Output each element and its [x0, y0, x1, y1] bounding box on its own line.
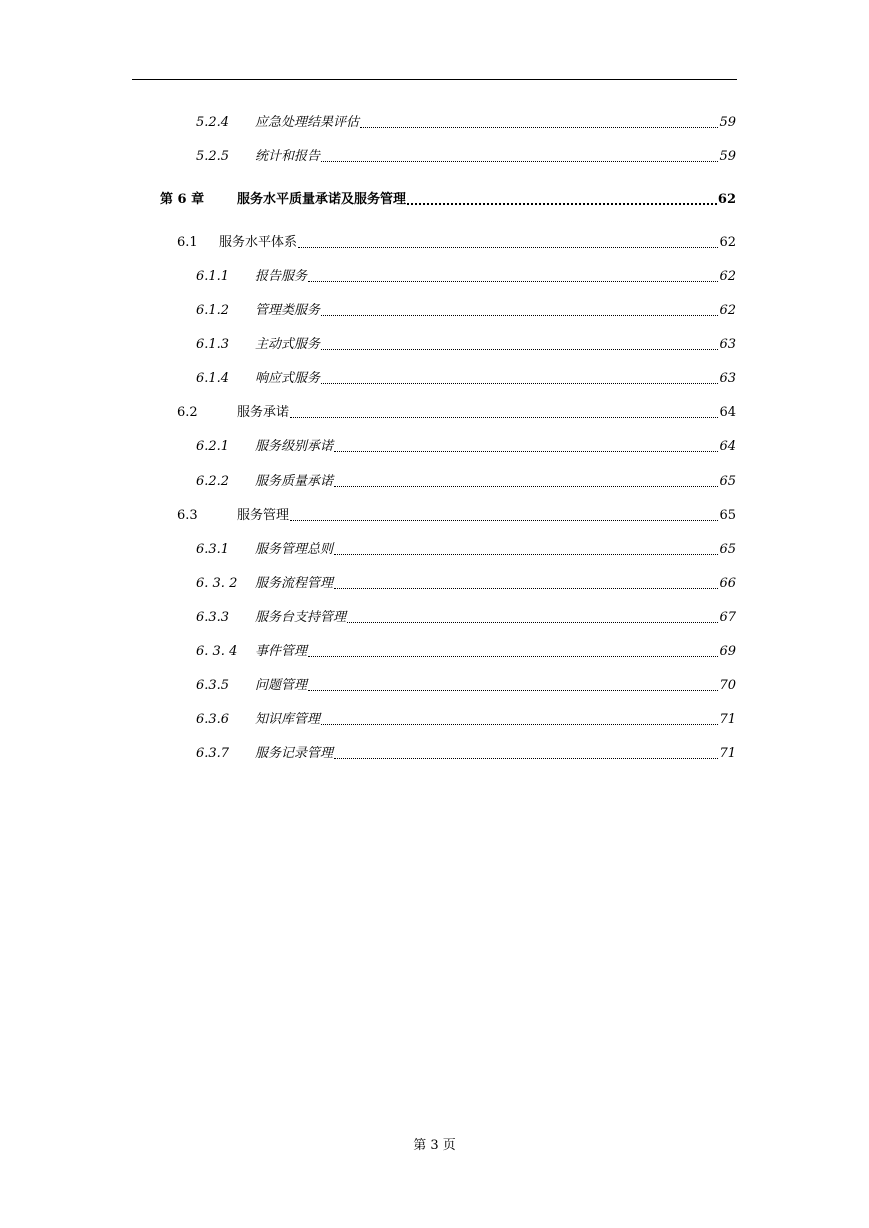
toc-entry-page: 71: [719, 746, 736, 761]
toc-leader-dots: [290, 408, 718, 418]
toc-entry[interactable]: [196, 542, 736, 558]
toc-leader-dots: [407, 195, 717, 205]
toc-entry-title: 事件管理: [255, 644, 308, 659]
toc-entry-section[interactable]: [177, 508, 736, 524]
toc-entry-title: 服务台支持管理: [255, 610, 347, 625]
toc-entry-title: 服务承诺: [237, 405, 290, 420]
toc-entry-number: 6.3.5: [196, 678, 230, 693]
toc-entry[interactable]: [196, 439, 736, 455]
toc-leader-dots: [321, 340, 718, 350]
toc-leader-dots: [321, 152, 718, 162]
toc-leader-dots: [334, 477, 718, 487]
toc-entry-title: 报告服务: [255, 269, 308, 284]
toc-entry-page: 69: [719, 644, 736, 659]
toc-leader-dots: [321, 306, 718, 316]
toc-entry-number: 6.3.6: [196, 712, 230, 727]
toc-entry-title: 管理类服务: [255, 303, 321, 318]
toc-entry[interactable]: [196, 115, 736, 131]
toc-entry[interactable]: [196, 712, 736, 728]
toc-entry-page: 64: [719, 439, 736, 454]
toc-entry-number: 6.3.1: [196, 542, 230, 557]
toc-entry-number: 6.2: [177, 405, 198, 420]
toc-entry-page: 65: [719, 508, 736, 523]
toc-entry-title: 服务管理总则: [255, 542, 334, 557]
toc-entry-number: 6.3.3: [196, 610, 230, 625]
toc-entry-number: 6.3: [177, 508, 198, 523]
toc-entry[interactable]: [196, 576, 736, 592]
toc-leader-dots: [308, 681, 718, 691]
header-rule: [132, 79, 737, 80]
page-number-footer: 第 3 页: [413, 1138, 456, 1153]
toc-entry-number: 第 6 章: [160, 192, 205, 207]
toc-entry-number: 6.1.1: [196, 269, 230, 284]
toc-entry[interactable]: [196, 474, 736, 490]
toc-entry-page: 62: [717, 192, 736, 207]
toc-entry-number: 6.1: [177, 235, 198, 250]
toc-leader-dots: [334, 545, 718, 555]
toc-entry-page: 59: [719, 149, 736, 164]
toc-leader-dots: [334, 579, 718, 589]
toc-entry-number: 6.1.4: [196, 371, 230, 386]
toc-entry-number: 6.1.3: [196, 337, 230, 352]
toc-entry-page: 59: [719, 115, 736, 130]
toc-entry-page: 70: [719, 678, 736, 693]
toc-entry-page: 62: [719, 303, 736, 318]
toc-entry[interactable]: [196, 610, 736, 626]
toc-entry-page: 64: [719, 405, 736, 420]
toc-entry-number: 6.2.1: [196, 439, 230, 454]
toc-entry-number: 6. 3. 2: [196, 576, 238, 591]
toc-leader-dots: [347, 613, 718, 623]
toc-entry-number: 6. 3. 4: [196, 644, 238, 659]
toc-entry-page: 65: [719, 474, 736, 489]
toc-entry[interactable]: [196, 303, 736, 319]
toc-leader-dots: [321, 715, 718, 725]
toc-leader-dots: [308, 272, 718, 282]
toc-entry-title: 服务水平体系: [219, 235, 298, 250]
toc-entry-number: 6.2.2: [196, 474, 230, 489]
toc-leader-dots: [360, 118, 718, 128]
toc-entry-number: 5.2.4: [196, 115, 230, 130]
toc-entry-title: 应急处理结果评估: [255, 115, 360, 130]
toc-entry-title: 服务质量承诺: [255, 474, 334, 489]
toc-entry[interactable]: [196, 644, 736, 660]
toc-entry-title: 服务管理: [237, 508, 290, 523]
toc-entry-page: 65: [719, 542, 736, 557]
toc-entry-chapter[interactable]: [160, 192, 736, 208]
toc-entry[interactable]: [196, 678, 736, 694]
toc-entry[interactable]: [196, 337, 736, 353]
toc-entry-page: 71: [719, 712, 736, 727]
toc-entry-title: 问题管理: [255, 678, 308, 693]
toc-entry-title: 服务水平质量承诺及服务管理: [237, 192, 407, 207]
toc-entry-title: 服务记录管理: [255, 746, 334, 761]
toc-leader-dots: [334, 749, 718, 759]
toc-entry-title: 服务流程管理: [255, 576, 334, 591]
toc-entry-page: 62: [719, 269, 736, 284]
toc-entry-number: 5.2.5: [196, 149, 230, 164]
toc-entry[interactable]: [196, 269, 736, 285]
toc-leader-dots: [321, 374, 718, 384]
toc-entry-section[interactable]: [177, 235, 736, 251]
toc-entry-title: 知识库管理: [255, 712, 321, 727]
toc-entry-title: 响应式服务: [255, 371, 321, 386]
toc-leader-dots: [308, 647, 718, 657]
toc-entry-page: 63: [719, 337, 736, 352]
toc-leader-dots: [290, 511, 718, 521]
toc-entry-page: 67: [719, 610, 736, 625]
toc-entry-number: 6.1.2: [196, 303, 230, 318]
toc-entry-title: 主动式服务: [255, 337, 321, 352]
toc-entry-page: 66: [719, 576, 736, 591]
toc-leader-dots: [334, 442, 718, 452]
toc-entry-number: 6.3.7: [196, 746, 230, 761]
toc-entry[interactable]: [196, 371, 736, 387]
toc-entry-page: 63: [719, 371, 736, 386]
toc-entry-section[interactable]: [177, 405, 736, 421]
toc-entry[interactable]: [196, 746, 736, 762]
toc-entry-page: 62: [719, 235, 736, 250]
toc-entry-title: 服务级别承诺: [255, 439, 334, 454]
toc-entry-title: 统计和报告: [255, 149, 321, 164]
toc-entry[interactable]: [196, 149, 736, 165]
toc-leader-dots: [298, 238, 718, 248]
